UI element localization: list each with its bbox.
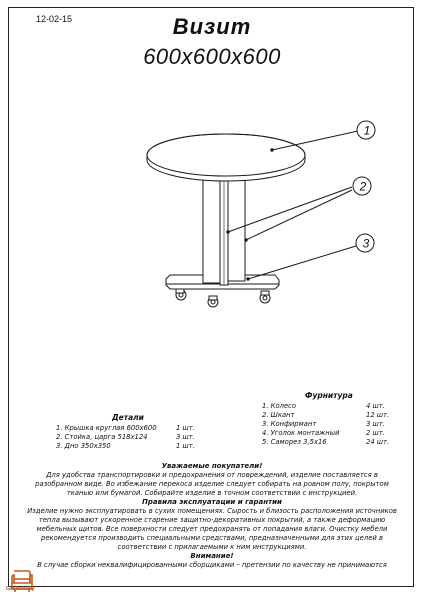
part-name: 3. Дно 350х350	[56, 442, 111, 450]
fitting-qty: 3 шт.	[366, 420, 385, 428]
buyer-notice	[26, 462, 398, 570]
fittings-list	[262, 402, 392, 447]
notice-heading: Уважаемые покупатели!	[161, 462, 263, 470]
pedestal-left-panel	[203, 171, 220, 283]
attention-text: В случае сборки неквалифицированными сборщиками – претензии по качеству не принимаются	[37, 561, 387, 569]
fitting-qty: 4 шт.	[366, 402, 385, 410]
fitting-name: 2. Шкант	[262, 411, 295, 419]
rules-text: Изделие нужно эксплуатировать в сухих помещениях. Сырость и близость расположения источников тепла вызывают ускоренное старение защитно-декоративных покрытий, а также деформацию мебельных щитов. Все поверхности следует предохранять от попадания влаги. Очистку мебели рекомендуется производить специальными средствами, предназначенными для этих целей в соответствии с прилагаемыми к ним инструкциями.	[27, 507, 397, 551]
attention-heading: Внимание!	[190, 552, 234, 560]
fitting-name: 3. Конфирмант	[262, 420, 317, 428]
list-item	[56, 433, 206, 442]
model-name: Визит	[172, 14, 252, 39]
callout-3-label: 3	[362, 236, 370, 251]
leader-3	[248, 246, 356, 279]
list-item	[262, 438, 392, 447]
logo-text: Groholskiy	[6, 586, 35, 592]
part-qty: 3 шт.	[176, 433, 195, 441]
document-code: 12-02-15	[36, 14, 73, 24]
parts-title: Детали	[112, 413, 144, 422]
part-qty: 1 шт.	[176, 424, 195, 432]
leader-2b	[246, 190, 352, 240]
fitting-name: 4. Уголок монтажный	[262, 429, 340, 437]
fitting-name: 5. Саморез 3,5х16	[262, 438, 327, 446]
list-item	[56, 424, 206, 433]
fitting-qty: 12 шт.	[366, 411, 390, 419]
leader-2a	[228, 187, 352, 232]
callout-1-label: 1	[363, 123, 371, 138]
notice-intro: Для удобства транспортировки и предохранения от повреждений, изделие поставляется в разобранном виде. Во избежание перекоса изделие следует собирать на ровном полу, покрытом тканью или бумагой. Собирайте изделие в точном соответствии с инструкцией.	[35, 471, 389, 497]
list-item	[56, 442, 206, 451]
fitting-qty: 24 шт.	[366, 438, 390, 446]
part-qty: 1 шт.	[176, 442, 195, 450]
callout-2-label: 2	[359, 179, 367, 194]
list-item	[262, 429, 392, 438]
parts-list	[56, 424, 206, 451]
part-name: 1. Крышка круглая 600х600	[56, 424, 157, 432]
fitting-name: 1. Колесо	[262, 402, 297, 410]
fittings-title: Фурнитура	[305, 391, 353, 400]
wheel-back	[176, 289, 269, 300]
list-item	[262, 402, 392, 411]
pedestal-right-panel	[228, 171, 245, 281]
fitting-qty: 2 шт.	[366, 429, 385, 437]
part-name: 2. Стойка, царга 518х124	[56, 433, 148, 441]
list-item	[262, 420, 392, 429]
rules-heading: Правила эксплуатации и гарантии	[142, 498, 282, 506]
model-dimensions: 600x600x600	[143, 44, 281, 69]
list-item	[262, 411, 392, 420]
